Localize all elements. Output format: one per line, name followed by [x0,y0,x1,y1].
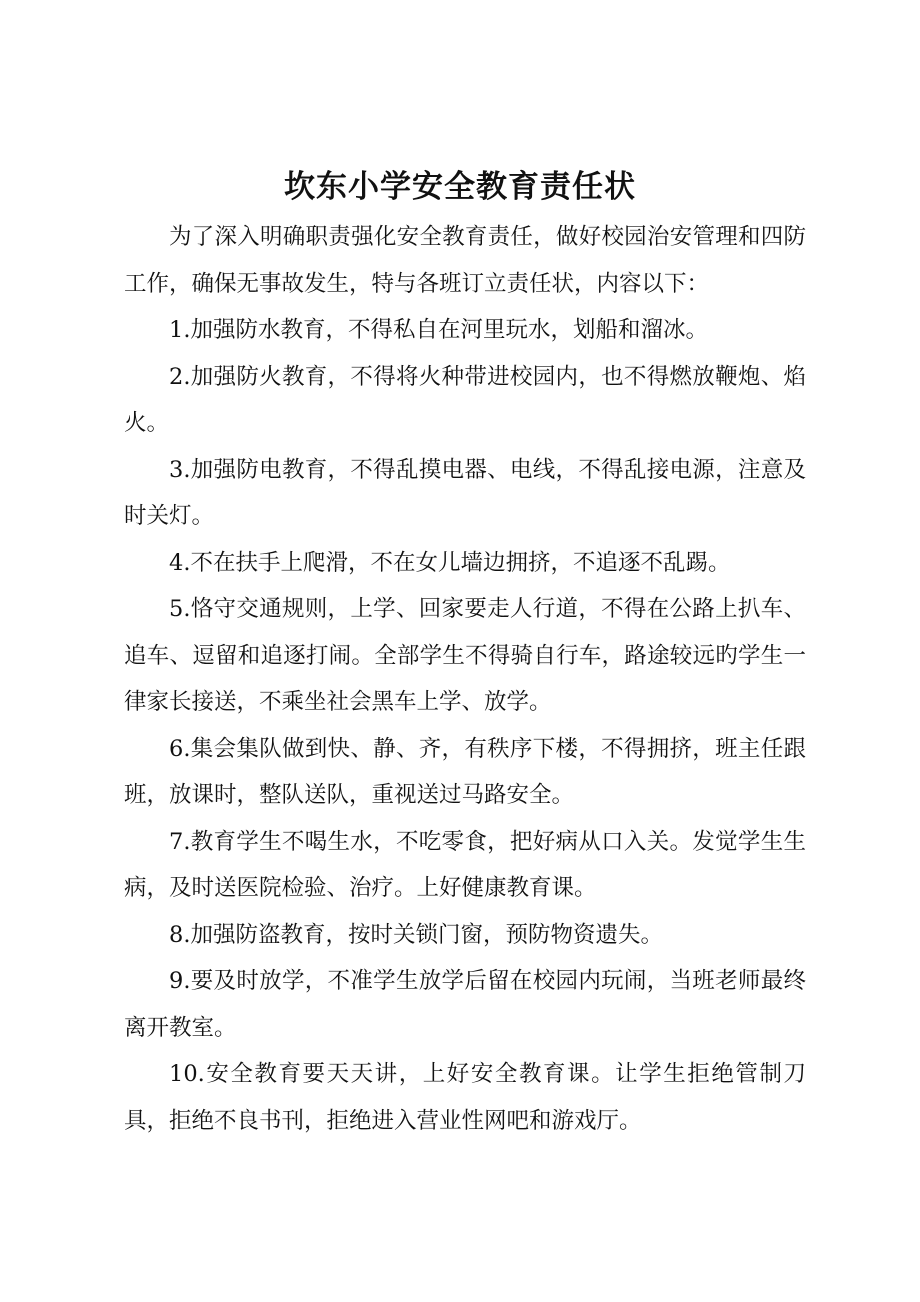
item-1: 1.加强防水教育，不得私自在河里玩水，划船和溜冰。 [169,317,708,343]
item-10: 10.安全教育要天天讲，上好安全教育课。让学生拒绝管制刀具，拒绝不良书刊，拒绝进入营业性网吧和游戏厅。 [124,1061,806,1134]
item-8: 8.加强防盗教育，按时关锁门窗，预防物资遗失。 [169,921,663,948]
document-body [124,214,806,1144]
item-6: 6.集会集队做到快、静、齐，有秩序下楼，不得拥挤，班主任跟班，放课时，整队送队，重视送过马路安全。 [124,735,806,808]
document-title: 坎东小学安全教育责任状 [284,169,636,205]
item-2: 2.加强防火教育，不得将火种带进校园内，也不得燃放鞭炮、焰火。 [124,363,806,436]
item-7: 7.教育学生不喝生水，不吃零食，把好病从口入关。发觉学生生病，及时送医院检验、治疗。上好健康教育课。 [124,828,806,901]
item-4: 4.不在扶手上爬滑，不在女儿墙边拥挤，不追逐不乱踢。 [169,549,731,576]
item-9: 9.要及时放学，不准学生放学后留在校园内玩闹，当班老师最终离开教室。 [124,968,806,1041]
item-5: 5.恪守交通规则，上学、回家要走人行道，不得在公路上扒车、追车、逗留和追逐打闹。全部学生不得骑自行车，路途较远旳学生一律家长接送，不乘坐社会黑车上学、放学。 [124,596,806,715]
intro-paragraph: 为了深入明确职责强化安全教育责任，做好校园治安管理和四防工作，确保无事故发生，特与各班订立责任状，内容以下： [124,224,806,297]
item-3: 3.加强防电教育，不得乱摸电器、电线，不得乱接电源，注意及时关灯。 [124,456,806,529]
